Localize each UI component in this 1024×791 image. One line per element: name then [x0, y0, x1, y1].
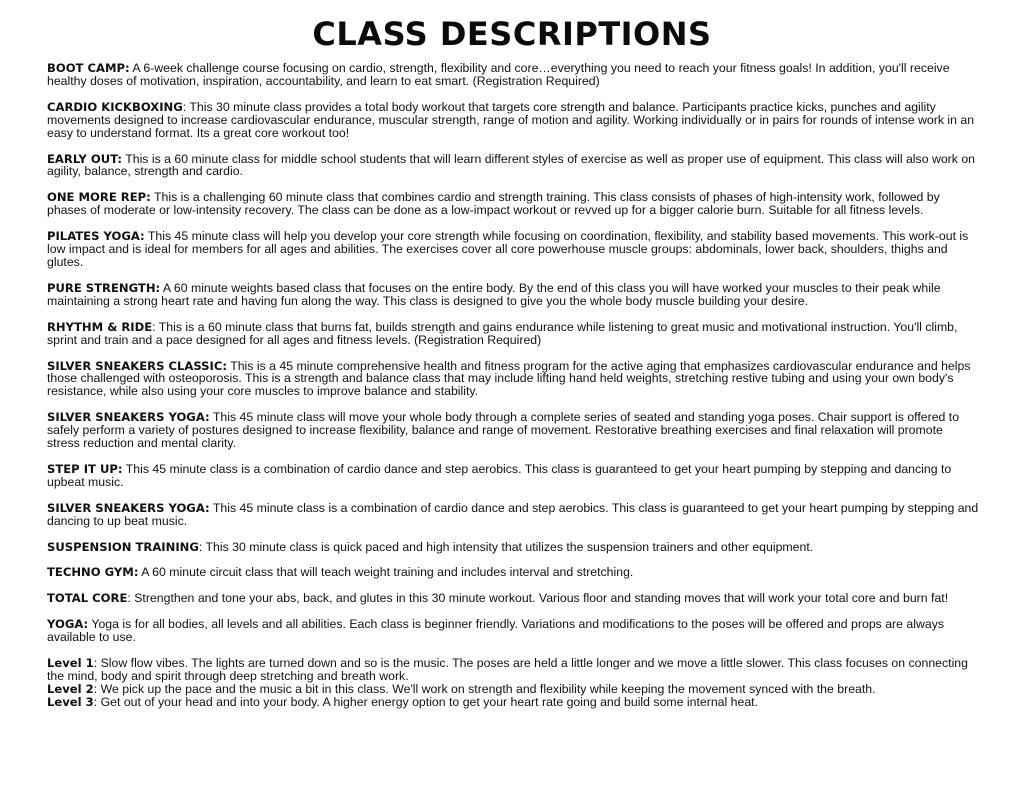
class-description: A 6-week challenge course focusing on cardio, strength, flexibility and core…everything you need to reach your fitness goals! In addition, you'll receive healthy doses of motivation, inspiration, accountability, and learn to eat smart. (Registration Required) — [47, 61, 950, 88]
page-title: CLASS DESCRIPTIONS — [312, 15, 712, 53]
class-name: PILATES YOGA: — [47, 229, 145, 244]
class-description: A 60 minute circuit class that will teach weight training and includes interval and stretching. — [141, 565, 634, 580]
level-name: Level 2 — [47, 681, 94, 696]
level-name: Level 3 — [47, 694, 94, 709]
level-entry-2: Level 2: We pick up the pace and the music a bit in this class. We'll work on strength and flexibility while keeping the movement synced with the breath. — [47, 681, 876, 696]
class-entry-silver-sneakers-classic — [47, 360, 979, 399]
class-entry-silver-sneakers-yoga — [47, 411, 979, 450]
class-entry-one-more-rep — [47, 191, 979, 217]
class-name: ONE MORE REP: — [47, 190, 151, 205]
class-name: TECHNO GYM: — [47, 565, 139, 580]
class-name: SILVER SNEAKERS YOGA: — [47, 500, 210, 515]
class-description: This 45 minute class is a combination of cardio dance and step aerobics. This class is guaranteed to get your heart pumping by stepping and dancing to upbeat music. — [47, 461, 952, 489]
class-description: Strengthen and tone your abs, back, and glutes in this 30 minute workout. Various floor and standing moves that will work your total core and burn fat! — [134, 591, 949, 606]
class-entry-yoga — [47, 618, 979, 644]
class-description: Yoga is for all bodies, all levels and all abilities. Each class is beginner friendly. Variations and modifications to the poses will be offered and props are always available to use. — [47, 617, 944, 645]
class-name: YOGA: — [47, 617, 89, 632]
level-description: Slow flow vibes. The lights are turned down and so is the music. The poses are held a little longer and we move a little slower. This class focuses on connecting the mind, body and spirit through deep stretching and breath work. — [47, 656, 968, 683]
class-name: PURE STRENGTH: — [47, 280, 161, 295]
class-entry-rhythm-and-ride: RHYTHM & RIDE: This is a 60 minute class that burns fat, builds strength and gains endurance while listening to great music and motivational instruction. You'll climb, sprint and train and a pace designed for all ages and fitness levels. (Registration Required) — [47, 319, 958, 347]
class-name: STEP IT UP: — [47, 461, 123, 476]
class-description: A 60 minute weights based class that focuses on the entire body. By the end of this class you will have worked your muscles to their peak while maintaining a strong heart rate and having fun along the way. This class is designed to give you the whole body muscle building your desire. — [47, 280, 941, 308]
class-entry-pure-strength — [47, 282, 979, 308]
class-description: This is a 60 minute class for middle school students that will learn different styles of exercise as well as proper use of equipment. This class will also work on agility, balance, strength and cardio. — [47, 151, 976, 179]
class-description: This is a 60 minute class that burns fat, builds strength and gains endurance while listening to great music and motivational instruction. You'll climb, sprint and train and a pace designed for all ages and fitness levels. (Registration Required) — [47, 319, 958, 347]
class-entry-total-core: TOTAL CORE: Strengthen and tone your abs, back, and glutes in this 30 minute workout. Various floor and standing moves that will work your total core and burn fat! — [47, 591, 949, 606]
class-description: This is a challenging 60 minute class that combines cardio and strength training. This class consists of phases of high-intensity work, followed by phases of moderate or low-intensity recovery. The class can be done as a low-impact workout or revved up for a bigger calorie burn. Suitable for all fitness levels. — [47, 190, 940, 218]
class-name: TOTAL CORE — [47, 591, 128, 606]
class-name: SILVER SNEAKERS CLASSIC: — [47, 358, 227, 373]
class-entry-suspension-training: SUSPENSION TRAINING: This 30 minute class is quick paced and high intensity that utilizes the suspension trainers and other equipment. — [47, 539, 814, 554]
class-entry-step-it-up — [47, 463, 979, 489]
class-description: This 45 minute class will help you develop your core strength while focusing on coordination, flexibility, and stability based movements. This work-out is low impact and is ideal for members for all ages and abilities. The exercises cover all core powerhouse muscle groups: abdominals, lower back, shoulders, thighs and glutes. — [47, 229, 969, 269]
class-description: This 45 minute class will move your whole body through a complete series of seated and standing yoga poses. Chair support is offered to safely perform a variety of postures designed to increase flexibility, balance and range of movement. Restorative breathing exercises and final relaxation will promote stress reduction and mental clarity. — [47, 410, 960, 451]
level-description: Get out of your head and into your body. A higher energy option to get your heart rate going and build some internal heat. — [100, 694, 759, 709]
class-description: This is a 45 minute comprehensive health and fitness program for the active aging that emphasizes cardiovascular endurance and helps those challenged with osteoporosis. This is a strength and balance class that may include lifting hand held weights, stretching restive tubing and using your own body's resistance, while also using your core muscles to improve balance and stability. — [47, 358, 971, 399]
class-entry-silver-sneakers-yoga-2 — [47, 502, 979, 528]
class-description: This 30 minute class provides a total body workout that targets core strength and balance. Participants practice kicks, punches and agility movements designed to increase cardiovascular endurance, muscular strength, range of motion and agility. Working individually or in pairs for rounds of intense work in an easy to understand format. Its a great core workout too! — [47, 99, 975, 140]
class-name: EARLY OUT: — [47, 151, 123, 166]
class-entry-pilates-yoga — [47, 230, 979, 269]
class-name: BOOT CAMP: — [47, 61, 130, 75]
class-entry-techno-gym — [47, 566, 979, 579]
level-description: We pick up the pace and the music a bit in this class. We'll work on strength and flexibility while keeping the movement synced with the breath. — [100, 681, 876, 696]
class-entry-early-out — [47, 153, 979, 179]
class-name: SUSPENSION TRAINING — [47, 539, 199, 554]
yoga-levels — [47, 657, 979, 709]
class-name: CARDIO KICKBOXING — [47, 99, 183, 114]
class-entry-boot-camp — [47, 62, 979, 88]
class-name: RHYTHM & RIDE — [47, 319, 153, 334]
level-name: Level 1 — [47, 656, 94, 671]
class-entry-cardio-kickboxing: CARDIO KICKBOXING: This 30 minute class provides a total body workout that targets core strength and balance. Participants practice kicks, punches and agility movements designed to increase cardiovascular endurance, muscular strength, range of motion and agility. Working individually or in pairs for rounds of intense work in an easy to understand format. Its a great core workout too! — [47, 99, 975, 140]
class-description: This 45 minute class is a combination of cardio dance and step aerobics. This class is guaranteed to get your heart pumping by stepping and dancing to up beat music. — [47, 500, 979, 528]
class-list — [47, 62, 979, 709]
class-description: This 30 minute class is quick paced and high intensity that utilizes the suspension trainers and other equipment. — [205, 539, 814, 554]
level-entry-1: Level 1: Slow flow vibes. The lights are turned down and so is the music. The poses are held a little longer and we move a little slower. This class focuses on connecting the mind, body and spirit through deep stretching and breath work. — [47, 656, 968, 683]
level-entry-3: Level 3: Get out of your head and into your body. A higher energy option to get your heart rate going and build some internal heat. — [47, 694, 759, 709]
class-name: SILVER SNEAKERS YOGA: — [47, 410, 210, 425]
